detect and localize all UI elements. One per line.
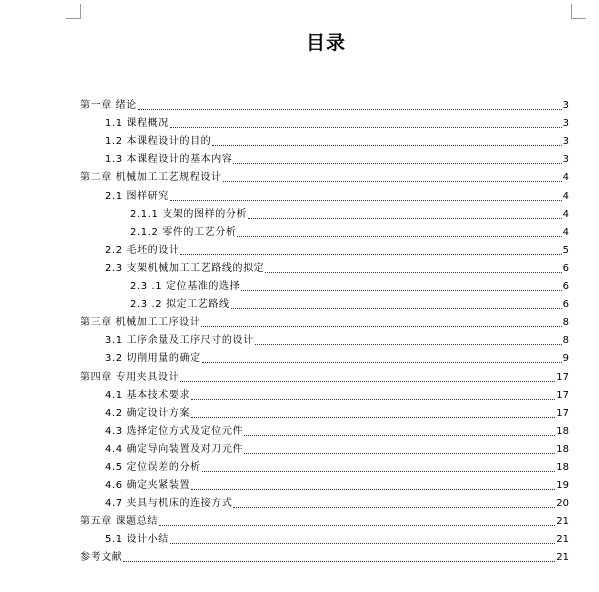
toc-dot-leader (170, 543, 555, 544)
toc-entry-page-number: 4 (562, 208, 569, 220)
page-title: 目录 (305, 32, 346, 54)
toc-dot-leader (223, 181, 562, 182)
toc-entry-page-number: 8 (562, 335, 569, 347)
toc-entry-page-number: 18 (556, 443, 569, 455)
toc-entry-label: 第三章 机械加工工序设计 (80, 317, 201, 329)
toc-entry-label: 第五章 课题总结 (80, 516, 158, 528)
toc-dot-leader (233, 163, 561, 164)
toc-entry-label: 4.4 确定导向装置及对刀元件 (105, 443, 244, 455)
toc-entry-page-number: 3 (562, 136, 569, 148)
toc-entry-label: 4.2 确定设计方案 (105, 407, 191, 419)
toc-entry[interactable] (80, 528, 569, 546)
toc-entry[interactable] (80, 329, 569, 347)
toc-dot-leader (202, 362, 562, 363)
toc-entry-label: 5.1 设计小结 (105, 534, 169, 546)
toc-entry[interactable] (80, 510, 569, 528)
toc-dot-leader (212, 145, 561, 146)
table-of-contents (80, 94, 569, 564)
toc-dot-leader (233, 507, 555, 508)
toc-entry[interactable] (80, 456, 569, 474)
toc-entry-label: 4.3 选择定位方式及定位元件 (105, 425, 244, 437)
toc-dot-leader (159, 525, 555, 526)
toc-entry[interactable] (80, 438, 569, 456)
toc-entry-label: 参考文献 (80, 552, 123, 564)
toc-dot-leader (191, 489, 555, 490)
toc-entry-label: 2.2 毛坯的设计 (105, 244, 180, 256)
toc-dot-leader (180, 254, 561, 255)
toc-entry[interactable] (80, 347, 569, 365)
toc-entry[interactable] (80, 546, 569, 564)
toc-dot-leader (138, 109, 562, 110)
toc-entry[interactable] (80, 239, 569, 257)
toc-entry-label: 3.1 工序余量及工序尺寸的设计 (105, 335, 254, 347)
toc-entry[interactable] (80, 311, 569, 329)
toc-entry[interactable] (80, 184, 569, 202)
toc-entry-page-number: 5 (562, 244, 569, 256)
toc-entry[interactable] (80, 148, 569, 166)
page-corner-mark-left (66, 4, 81, 19)
toc-dot-leader (191, 399, 555, 400)
toc-dot-leader (248, 218, 562, 219)
toc-entry-label: 第二章 机械加工工艺规程设计 (80, 172, 222, 184)
toc-entry-page-number: 21 (556, 516, 569, 528)
toc-entry-page-number: 19 (556, 480, 569, 492)
toc-entry[interactable] (80, 402, 569, 420)
page-corner-mark-right (571, 4, 586, 19)
toc-entry-page-number: 17 (556, 371, 569, 383)
toc-entry-page-number: 6 (562, 299, 569, 311)
toc-entry-label: 2.1.2 零件的工艺分析 (130, 226, 237, 238)
toc-dot-leader (265, 272, 561, 273)
toc-dot-leader (255, 344, 562, 345)
toc-dot-leader (244, 435, 555, 436)
toc-entry-label: 1.2 本课程设计的目的 (105, 136, 212, 148)
toc-dot-leader (170, 127, 562, 128)
toc-entry[interactable] (80, 166, 569, 184)
toc-entry-page-number: 3 (562, 100, 569, 112)
toc-entry-page-number: 3 (562, 154, 569, 166)
toc-entry-label: 4.6 确定夹紧装置 (105, 480, 191, 492)
toc-entry-page-number: 8 (562, 317, 569, 329)
toc-entry-page-number: 4 (562, 226, 569, 238)
toc-entry-label: 3.2 切削用量的确定 (105, 353, 201, 365)
toc-entry[interactable] (80, 257, 569, 275)
toc-entry[interactable] (80, 94, 569, 112)
toc-entry-label: 4.1 基本技术要求 (105, 389, 191, 401)
toc-entry[interactable] (80, 203, 569, 221)
toc-entry-label: 4.5 定位误差的分析 (105, 461, 201, 473)
toc-dot-leader (202, 471, 556, 472)
toc-entry-page-number: 18 (556, 461, 569, 473)
toc-entry[interactable] (80, 384, 569, 402)
toc-dot-leader (241, 290, 561, 291)
toc-entry-page-number: 18 (556, 425, 569, 437)
toc-entry[interactable] (80, 275, 569, 293)
toc-entry-page-number: 20 (556, 498, 569, 510)
toc-entry[interactable] (80, 420, 569, 438)
toc-entry-label: 2.3 支架机械加工工艺路线的拟定 (105, 262, 265, 274)
toc-entry[interactable] (80, 112, 569, 130)
toc-entry-page-number: 17 (556, 389, 569, 401)
toc-entry-label: 2.1 图样研究 (105, 190, 169, 202)
toc-dot-leader (244, 453, 555, 454)
toc-entry-page-number: 4 (562, 190, 569, 202)
toc-entry-page-number: 9 (562, 353, 569, 365)
toc-entry-label: 2.1.1 支架的图样的分析 (130, 208, 248, 220)
toc-entry[interactable] (80, 293, 569, 311)
toc-entry-label: 第一章 绪论 (80, 100, 137, 112)
toc-entry-page-number: 6 (562, 262, 569, 274)
toc-entry[interactable] (80, 365, 569, 383)
toc-dot-leader (237, 236, 561, 237)
toc-entry-page-number: 4 (562, 172, 569, 184)
toc-dot-leader (123, 561, 555, 562)
toc-dot-leader (191, 417, 555, 418)
toc-entry-label: 1.1 课程概况 (105, 118, 169, 130)
toc-entry-page-number: 17 (556, 407, 569, 419)
toc-entry-label: 第四章 专用夹具设计 (80, 371, 180, 383)
toc-dot-leader (201, 326, 561, 327)
toc-entry-label: 2.3 .1 定位基准的选择 (130, 281, 241, 293)
toc-entry-page-number: 21 (556, 534, 569, 546)
toc-entry-label: 2.3 .2 拟定工艺路线 (130, 299, 230, 311)
toc-entry[interactable] (80, 130, 569, 148)
toc-entry-page-number: 6 (562, 281, 569, 293)
toc-entry[interactable] (80, 492, 569, 510)
toc-entry-page-number: 3 (562, 118, 569, 130)
toc-entry[interactable] (80, 221, 569, 239)
toc-entry-label: 4.7 夹具与机床的连接方式 (105, 498, 233, 510)
toc-dot-leader (170, 200, 562, 201)
toc-entry-label: 1.3 本课程设计的基本内容 (105, 154, 233, 166)
toc-dot-leader (231, 308, 562, 309)
toc-entry-page-number: 21 (556, 552, 569, 564)
toc-dot-leader (180, 381, 555, 382)
toc-entry[interactable] (80, 474, 569, 492)
